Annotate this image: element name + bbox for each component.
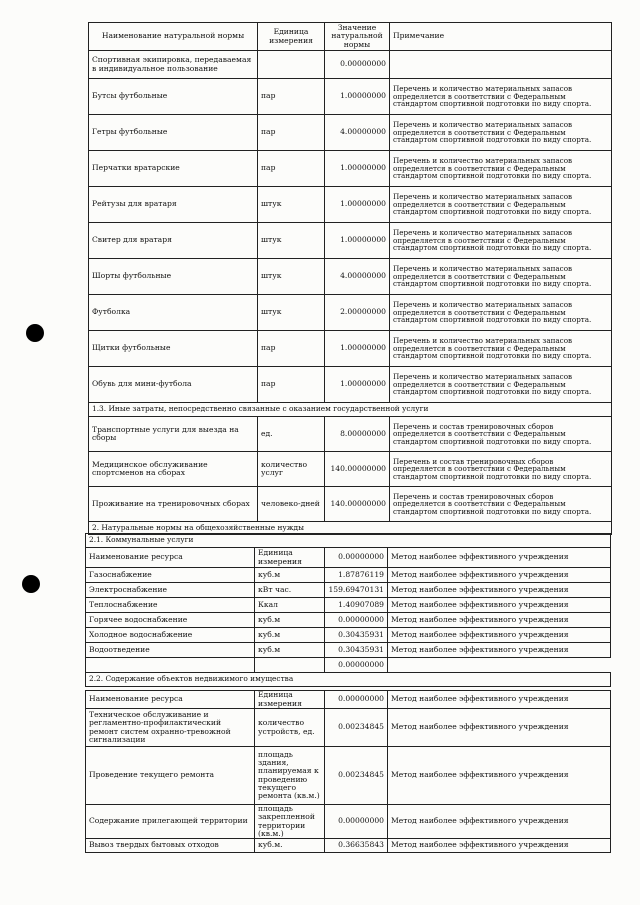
table-row bbox=[89, 487, 612, 522]
header-unit: Единица измерения bbox=[255, 548, 325, 568]
utilities-table bbox=[85, 533, 611, 687]
header-note: Метод наиболее эффективного учреждения bbox=[388, 691, 611, 709]
row-note bbox=[390, 51, 612, 79]
row-unit: штук bbox=[258, 187, 325, 223]
table-row bbox=[89, 367, 612, 403]
row-note: Метод наиболее эффективного учреждения bbox=[388, 613, 611, 628]
row-value: 4.00000000 bbox=[325, 115, 390, 151]
row-unit: штук bbox=[258, 259, 325, 295]
row-note: Метод наиболее эффективного учреждения bbox=[388, 583, 611, 598]
row-value: 1.00000000 bbox=[325, 151, 390, 187]
row-note: Перечень и количество материальных запасов определяется в соответствии с Федеральным стандартом спортивной подготовки по виду спорта. bbox=[390, 115, 612, 151]
row-name: Футболка bbox=[89, 295, 258, 331]
row-unit: куб.м bbox=[255, 568, 325, 583]
header-unit: Единица измерения bbox=[255, 691, 325, 709]
row-note: Перечень и состав тренировочных сборов определяется в соответствии с Федеральным стандартом спортивной подготовки по виду спорта. bbox=[390, 487, 612, 522]
row-note: Перечень и количество материальных запасов определяется в соответствии с Федеральным стандартом спортивной подготовки по виду спорта. bbox=[390, 367, 612, 403]
row-name: Свитер для вратаря bbox=[89, 223, 258, 259]
section-row bbox=[86, 534, 611, 548]
table-row bbox=[86, 658, 611, 673]
row-unit: пар bbox=[258, 331, 325, 367]
table-row bbox=[89, 51, 612, 79]
property-rows bbox=[86, 709, 611, 853]
table-row bbox=[89, 295, 612, 331]
row-value: 0.36635843 bbox=[325, 839, 388, 853]
row-value: 1.00000000 bbox=[325, 223, 390, 259]
row-unit: количество устройств, ед. bbox=[255, 709, 325, 747]
row-value: 0.00000000 bbox=[325, 658, 388, 673]
table-row bbox=[86, 568, 611, 583]
row-value: 0.00234845 bbox=[325, 747, 388, 805]
header-name: Наименование ресурса bbox=[86, 691, 255, 709]
row-note bbox=[388, 658, 611, 673]
row-value: 0.00234845 bbox=[325, 709, 388, 747]
row-unit: куб.м bbox=[255, 628, 325, 643]
table-row bbox=[86, 613, 611, 628]
row-note: Перечень и состав тренировочных сборов определяется в соответствии с Федеральным стандартом спортивной подготовки по виду спорта. bbox=[390, 452, 612, 487]
header-value: Значение натуральной нормы bbox=[325, 23, 390, 51]
row-value: 0.30435931 bbox=[325, 628, 388, 643]
row-note: Перечень и количество материальных запасов определяется в соответствии с Федеральным стандартом спортивной подготовки по виду спорта. bbox=[390, 223, 612, 259]
row-note: Перечень и количество материальных запасов определяется в соответствии с Федеральным стандартом спортивной подготовки по виду спорта. bbox=[390, 331, 612, 367]
row-name: Газоснабжение bbox=[86, 568, 255, 583]
section-title: 2. Натуральные нормы на общехозяйственные нужды bbox=[89, 522, 612, 535]
row-name: Рейтузы для вратаря bbox=[89, 187, 258, 223]
punch-hole-mark bbox=[22, 575, 40, 593]
row-value: 140.00000000 bbox=[325, 452, 390, 487]
row-unit: пар bbox=[258, 79, 325, 115]
row-note: Метод наиболее эффективного учреждения bbox=[388, 805, 611, 839]
table-row bbox=[86, 747, 611, 805]
table-row bbox=[86, 628, 611, 643]
section-row bbox=[89, 403, 612, 417]
table-row bbox=[86, 709, 611, 747]
table-row bbox=[89, 452, 612, 487]
table-row bbox=[89, 79, 612, 115]
row-note: Перечень и количество материальных запасов определяется в соответствии с Федеральным стандартом спортивной подготовки по виду спорта. bbox=[390, 151, 612, 187]
row-value: 140.00000000 bbox=[325, 487, 390, 522]
row-value: 4.00000000 bbox=[325, 259, 390, 295]
row-unit: куб.м bbox=[255, 613, 325, 628]
equipment-norms-table bbox=[88, 22, 612, 417]
row-name: Электроснабжение bbox=[86, 583, 255, 598]
table-row bbox=[89, 223, 612, 259]
row-name: Вывоз твердых бытовых отходов bbox=[86, 839, 255, 853]
utilities-rows bbox=[86, 568, 611, 658]
table-row bbox=[86, 805, 611, 839]
row-unit bbox=[258, 51, 325, 79]
row-note: Перечень и количество материальных запасов определяется в соответствии с Федеральным стандартом спортивной подготовки по виду спорта. bbox=[390, 295, 612, 331]
section-title: 2.1. Коммунальные услуги bbox=[86, 534, 611, 548]
table-header-row bbox=[89, 23, 612, 51]
row-note: Перечень и количество материальных запасов определяется в соответствии с Федеральным стандартом спортивной подготовки по виду спорта. bbox=[390, 259, 612, 295]
other-cost-rows bbox=[89, 417, 612, 522]
row-name: Теплоснабжение bbox=[86, 598, 255, 613]
row-unit: человеко-дней bbox=[258, 487, 325, 522]
table-row bbox=[89, 259, 612, 295]
table-row bbox=[89, 115, 612, 151]
row-unit: количество услуг bbox=[258, 452, 325, 487]
row-value: 0.00000000 bbox=[325, 51, 390, 79]
row-unit: куб.м. bbox=[255, 839, 325, 853]
row-unit: ед. bbox=[258, 417, 325, 452]
header-note: Примечание bbox=[390, 23, 612, 51]
other-costs-table bbox=[88, 416, 612, 535]
row-value: 1.00000000 bbox=[325, 187, 390, 223]
row-unit: Ккал bbox=[255, 598, 325, 613]
row-name: Перчатки вратарские bbox=[89, 151, 258, 187]
row-unit: площадь здания, планируемая к проведению текущего ремонта (кв.м.) bbox=[255, 747, 325, 805]
punch-hole-mark bbox=[26, 324, 44, 342]
row-name: Холодное водоснабжение bbox=[86, 628, 255, 643]
row-note: Перечень и состав тренировочных сборов определяется в соответствии с Федеральным стандартом спортивной подготовки по виду спорта. bbox=[390, 417, 612, 452]
row-value: 8.00000000 bbox=[325, 417, 390, 452]
table-row bbox=[86, 583, 611, 598]
row-name: Бутсы футбольные bbox=[89, 79, 258, 115]
row-unit: пар bbox=[258, 115, 325, 151]
row-name: Шорты футбольные bbox=[89, 259, 258, 295]
section-title: 2.2. Содержание объектов недвижимого имущества bbox=[86, 673, 611, 687]
row-note: Перечень и количество материальных запасов определяется в соответствии с Федеральным стандартом спортивной подготовки по виду спорта. bbox=[390, 79, 612, 115]
row-value: 159.69470131 bbox=[325, 583, 388, 598]
row-name: Техническое обслуживание и регламентно-профилактический ремонт систем охранно-тревожной сигнализации bbox=[86, 709, 255, 747]
section-title: 1.3. Иные затраты, непосредственно связанные с оказанием государственной услуги bbox=[89, 403, 612, 417]
row-note: Метод наиболее эффективного учреждения bbox=[388, 709, 611, 747]
row-note: Метод наиболее эффективного учреждения bbox=[388, 598, 611, 613]
table-row bbox=[89, 417, 612, 452]
row-name: Горячее водоснабжение bbox=[86, 613, 255, 628]
row-value: 2.00000000 bbox=[325, 295, 390, 331]
row-unit: пар bbox=[258, 367, 325, 403]
row-name: Гетры футбольные bbox=[89, 115, 258, 151]
row-unit: кВт час. bbox=[255, 583, 325, 598]
row-unit: пар bbox=[258, 151, 325, 187]
table-row bbox=[89, 151, 612, 187]
row-note: Метод наиболее эффективного учреждения bbox=[388, 839, 611, 853]
row-unit: штук bbox=[258, 295, 325, 331]
row-name: Проживание на тренировочных сборах bbox=[89, 487, 258, 522]
table-row bbox=[89, 187, 612, 223]
row-value: 0.00000000 bbox=[325, 613, 388, 628]
row-unit: куб.м bbox=[255, 643, 325, 658]
row-note: Перечень и количество материальных запасов определяется в соответствии с Федеральным стандартом спортивной подготовки по виду спорта. bbox=[390, 187, 612, 223]
header-name: Наименование натуральной нормы bbox=[89, 23, 258, 51]
row-name: Спортивная экипировка, передаваемая в индивидуальное пользование bbox=[89, 51, 258, 79]
row-name: Водоотведение bbox=[86, 643, 255, 658]
equipment-rows bbox=[89, 79, 612, 403]
row-name: Медицинское обслуживание спортсменов на сборах bbox=[89, 452, 258, 487]
row-value: 0.30435931 bbox=[325, 643, 388, 658]
table-header-row bbox=[86, 691, 611, 709]
row-note: Метод наиболее эффективного учреждения bbox=[388, 747, 611, 805]
row-unit: площадь закрепленной территории (кв.м.) bbox=[255, 805, 325, 839]
row-unit: штук bbox=[258, 223, 325, 259]
row-name: Транспортные услуги для выезда на сборы bbox=[89, 417, 258, 452]
property-table bbox=[85, 690, 611, 853]
table-row bbox=[86, 598, 611, 613]
header-note: Метод наиболее эффективного учреждения bbox=[388, 548, 611, 568]
header-unit: Единица измерения bbox=[258, 23, 325, 51]
row-note: Метод наиболее эффективного учреждения bbox=[388, 568, 611, 583]
section-row bbox=[86, 673, 611, 687]
row-value: 1.00000000 bbox=[325, 79, 390, 115]
row-value: 1.40907089 bbox=[325, 598, 388, 613]
row-note: Метод наиболее эффективного учреждения bbox=[388, 643, 611, 658]
table-row bbox=[86, 643, 611, 658]
header-value: 0.00000000 bbox=[325, 691, 388, 709]
row-unit bbox=[255, 658, 325, 673]
row-name: Обувь для мини-футбола bbox=[89, 367, 258, 403]
table-row bbox=[86, 839, 611, 853]
table-header-row bbox=[86, 548, 611, 568]
table-row bbox=[89, 331, 612, 367]
header-name: Наименование ресурса bbox=[86, 548, 255, 568]
row-value: 0.00000000 bbox=[325, 805, 388, 839]
row-value: 1.00000000 bbox=[325, 367, 390, 403]
row-name: Проведение текущего ремонта bbox=[86, 747, 255, 805]
row-name: Содержание прилегающей территории bbox=[86, 805, 255, 839]
row-name: Щитки футбольные bbox=[89, 331, 258, 367]
row-name bbox=[86, 658, 255, 673]
row-value: 1.00000000 bbox=[325, 331, 390, 367]
row-note: Метод наиболее эффективного учреждения bbox=[388, 628, 611, 643]
header-value: 0.00000000 bbox=[325, 548, 388, 568]
row-value: 1.87876119 bbox=[325, 568, 388, 583]
